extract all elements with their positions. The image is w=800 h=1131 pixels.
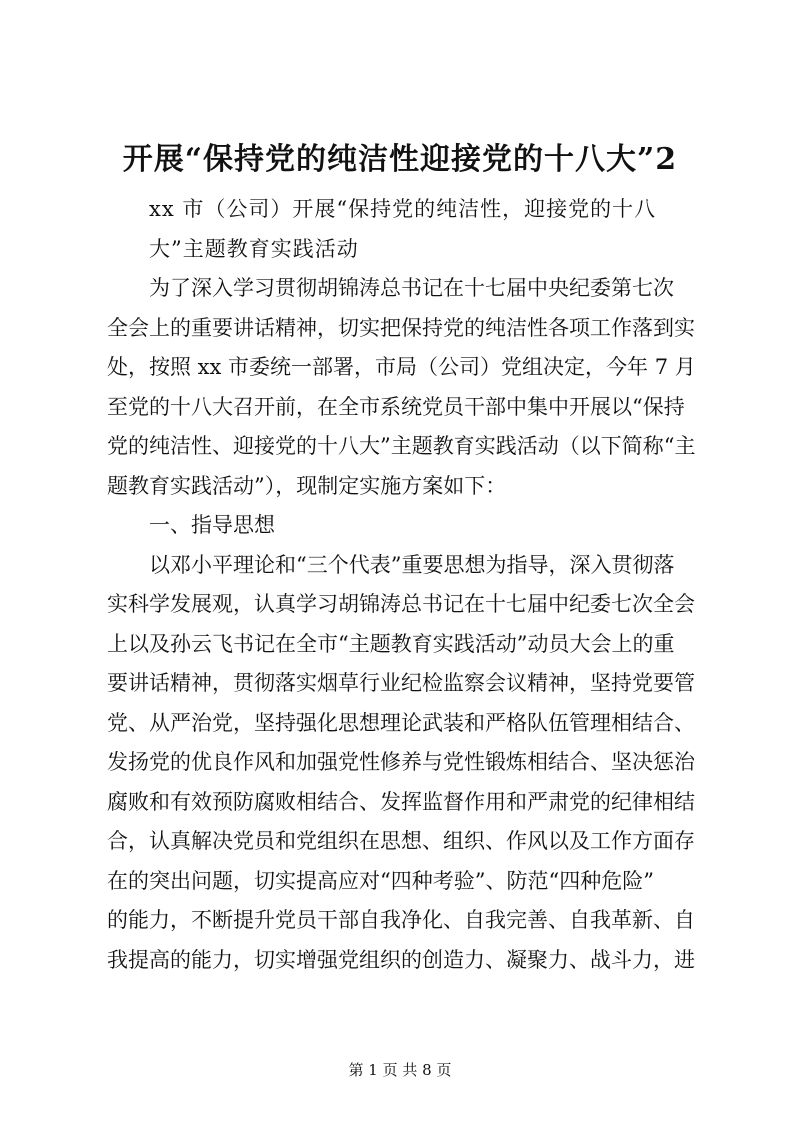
paragraph-line: 发扬党的优良作风和加强党性修养与党性锻炼相结合、坚决惩治 — [107, 750, 695, 774]
paragraph-line: 我提高的能力，切实增强党组织的创造力、凝聚力、战斗力，进 — [107, 947, 695, 972]
document-title: 开展“保持党的纯洁性迎接党的十八大”2 — [122, 142, 678, 177]
paragraph-line: 至党的十八大召开前，在全市系统党员干部中集中开展以“保持 — [107, 394, 685, 419]
section-heading: 一、指导思想 — [149, 513, 275, 537]
paragraph-line: 题教育实践活动”），现制定实施方案如下： — [107, 473, 507, 498]
paragraph-line: 合，认真解决党员和党组织在思想、组织、作风以及工作方面存 — [107, 829, 695, 853]
paragraph-line: 党的纯洁性、迎接党的十八大”主题教育实践活动（以下简称“主 — [107, 434, 696, 458]
paragraph-line: 在的突出问题，切实提高应对“四种考验”、防范“四种危险” — [107, 868, 654, 893]
paragraph-line: 以邓小平理论和“三个代表”重要思想为指导，深入贯彻落 — [149, 552, 675, 577]
paragraph-line: 的能力，不断提升党员干部自我净化、自我完善、自我革新、自 — [107, 908, 695, 932]
subtitle-line-1: xx 市（公司）开展“保持党的纯洁性，迎接党的十八 — [149, 197, 657, 221]
page-number-footer: 第 1 页 共 8 页 — [348, 1061, 452, 1079]
document-body — [107, 190, 717, 980]
paragraph-line: 腐败和有效预防腐败相结合、发挥监督作用和严肃党的纪律相结 — [107, 789, 695, 814]
paragraph-line: 实科学发展观，认真学习胡锦涛总书记在十七届中纪委七次全会 — [107, 592, 695, 616]
paragraph-line: 全会上的重要讲话精神，切实把保持党的纯洁性各项工作落到实 — [107, 315, 695, 340]
paragraph-line: 为了深入学习贯彻胡锦涛总书记在十七届中央纪委第七次 — [149, 276, 674, 300]
paragraph-line: 处，按照 xx 市委统一部署，市局（公司）党组决定，今年 7 月 — [107, 355, 696, 379]
paragraph-line: 党、从严治党，坚持强化思想理论武装和严格队伍管理相结合、 — [107, 710, 695, 735]
paragraph-line: 上以及孙云飞书记在全市“主题教育实践活动”动员大会上的重 — [107, 631, 675, 656]
paragraph-line: 要讲话精神，贯彻落实烟草行业纪检监察会议精神，坚持党要管 — [107, 671, 695, 695]
subtitle-line-2: 大”主题教育实践活动 — [149, 236, 359, 261]
